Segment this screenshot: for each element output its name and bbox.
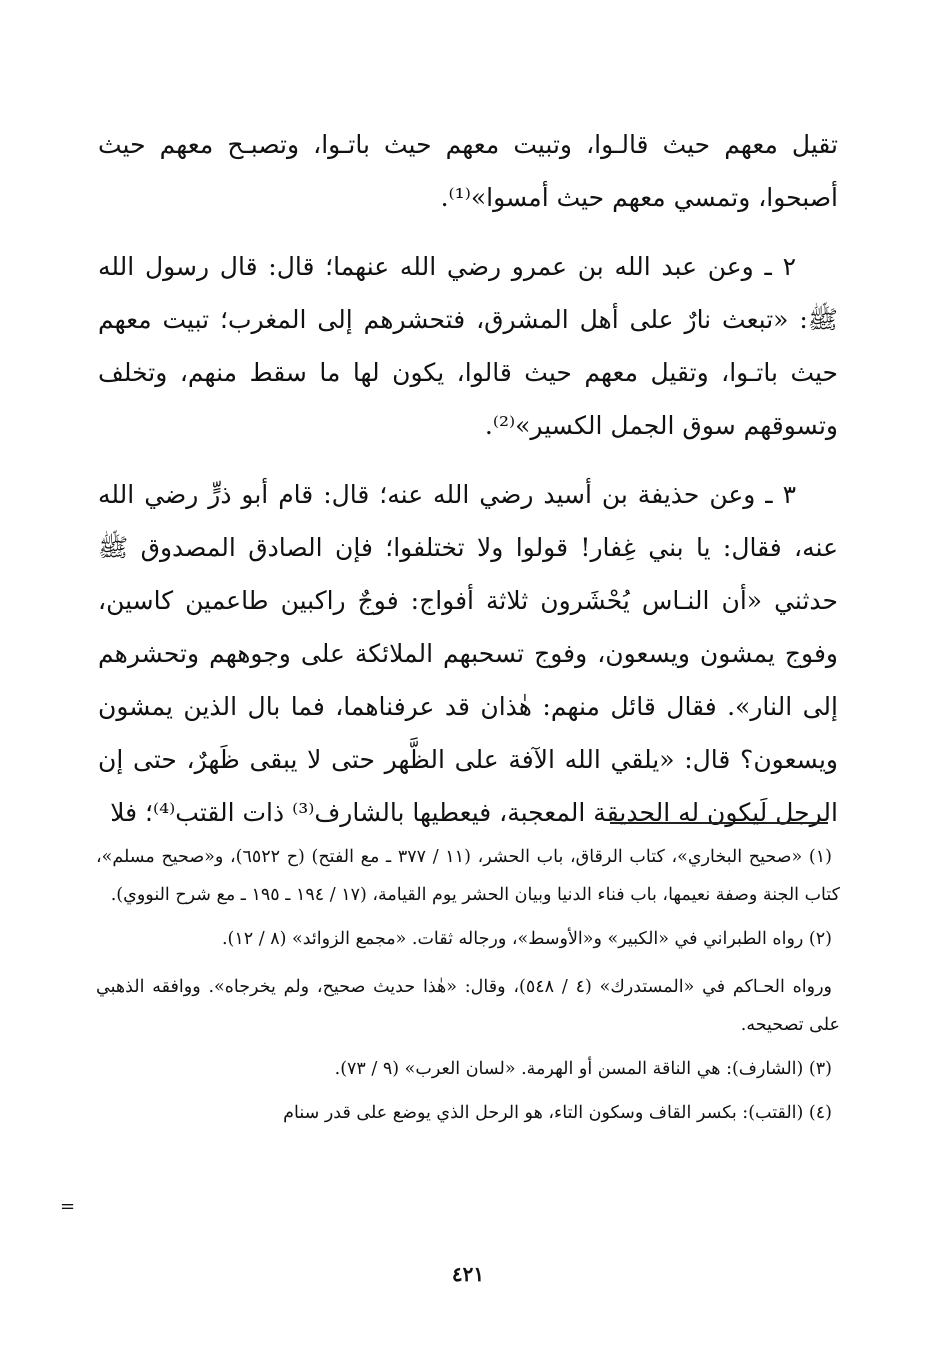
footnote-1: (١) «صحيح البخاري»، كتاب الرقاق، باب الحشر، (١١ / ٣٧٧ ـ مع الفتح) (ح ٦٥٢٢)، و«صحيح مسلم»، كتاب الجنة وصفة نعيمها، باب فناء الدنيا وبيان الحشر يوم القيامة، (١٧ / ١٩٤ ـ ١٩٥ ـ مع شرح النووي).	[96, 847, 840, 905]
footnote-divider	[610, 822, 828, 824]
footnote-2-continuation: ورواه الحـاكم في «المستدرك» (٤ / ٥٤٨)، وقال: «هٰذا حديث صحيح، ولم يخرجاه». ووافقه الذهبي على تصحيحه.	[96, 977, 840, 1035]
footnote-3: (٣) (الشارف): هي الناقة المسن أو الهرمة. «لسان العرب» (٩ / ٧٣).	[334, 1059, 832, 1079]
page-number: ٤٢١	[451, 1262, 485, 1286]
footnotes	[96, 838, 840, 1138]
paragraph-hadith-2: ٢ ـ وعن عبد الله بن عمرو رضي الله عنهما؛ قال: قال رسول الله ﷺ: «تبعث نارٌ على أهل المشرق، فتحشرهم إلى المغرب؛ تبيت معهم حيث باتـوا، وتقيل معهم حيث قالوا، يكون لها ما سقط منهم، وتخلف وتسوقهم سوق الجمل الكسير»⁽²⁾.	[98, 252, 838, 440]
footnote-4: (٤) (القتب): بكسر القاف وسكون التاء، هو الرحل الذي يوضع على قدر سنام	[283, 1103, 832, 1123]
continuation-mark: =	[60, 1196, 76, 1217]
paragraph-continued: تقيل معهم حيث قالـوا، وتبيت معهم حيث باتـوا، وتصبـح معهم حيث أصبحوا، وتمسي معهم حيث أمسوا»⁽¹⁾.	[98, 130, 838, 212]
paragraph-hadith-3: ٣ ـ وعن حذيفة بن أسيد رضي الله عنه؛ قال: قام أبو ذرٍّ رضي الله عنه، فقال: يا بني غِفار! قولوا ولا تختلفوا؛ فإن الصادق المصدوق ﷺ حدثني «أن النـاس يُحْشَرون ثلاثة أفواج: فوجٌ راكبين طاعمين كاسين، وفوج يمشون ويسعون، وفوج تسحبهم الملائكة على وجوههم وتحشرهم إلى النار». فقال قائل منهم: هٰذان قد عرفناهما، فما بال الذين يمشون ويسعون؟ قال: «يلقي الله الآفة على الظَّهر حتى لا يبقى ظَهرٌ، حتى إن الرجل لَيكون له الحديقة المعجبة، فيعطيها بالشارف⁽³⁾ ذات القتب⁽⁴⁾؛ فلا	[98, 480, 838, 827]
main-text	[98, 118, 838, 855]
footnote-2: (٢) رواه الطبراني في «الكبير» و«الأوسط»، ورجاله ثقات. «مجمع الزوائد» (٨ / ١٢).	[221, 929, 832, 949]
